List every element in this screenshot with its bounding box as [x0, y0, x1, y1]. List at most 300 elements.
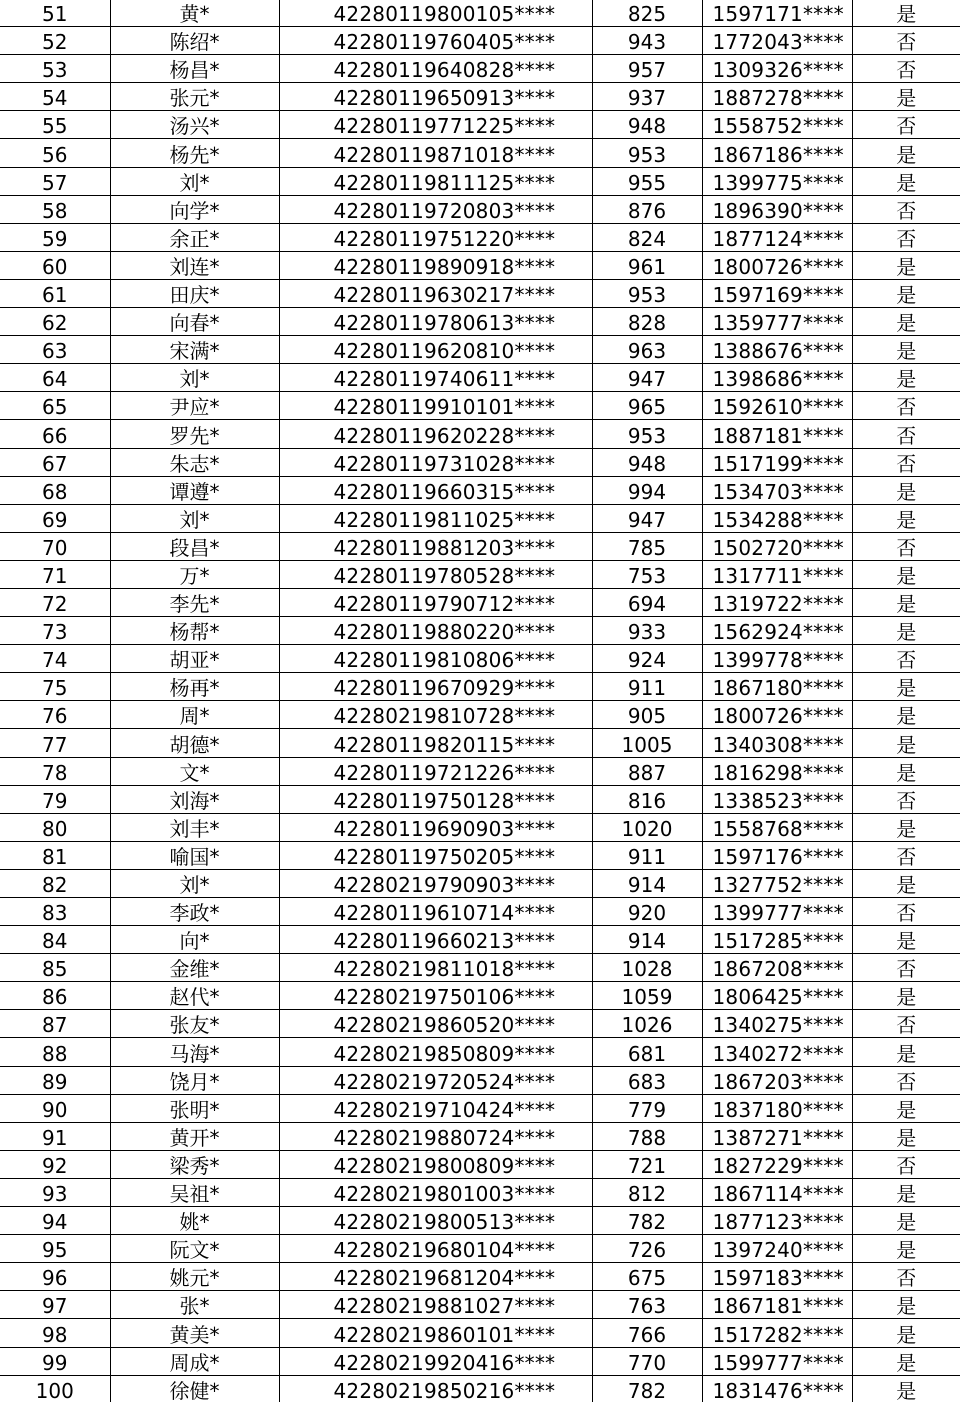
row-number-cell: 87 [0, 1010, 110, 1038]
table-row [0, 982, 960, 1010]
phone-cell: 1597183**** [702, 1263, 852, 1291]
row-number-cell: 60 [0, 251, 110, 279]
name-cell: 田庆* [110, 279, 279, 307]
table-row [0, 1347, 960, 1375]
table-row [0, 1263, 960, 1291]
row-number-cell: 62 [0, 308, 110, 336]
row-number-cell: 97 [0, 1291, 110, 1319]
row-number-cell: 71 [0, 560, 110, 588]
name-cell: 姚* [110, 1207, 279, 1235]
name-cell: 黄美* [110, 1319, 279, 1347]
status-cell: 是 [852, 617, 960, 645]
amount-cell: 937 [592, 83, 702, 111]
id-number-cell: 42280119660315**** [279, 476, 592, 504]
id-number-cell: 42280219680104**** [279, 1235, 592, 1263]
id-number-cell: 42280219800809**** [279, 1150, 592, 1178]
amount-cell: 1059 [592, 982, 702, 1010]
name-cell: 汤兴* [110, 111, 279, 139]
row-number-cell: 61 [0, 279, 110, 307]
row-number-cell: 54 [0, 83, 110, 111]
name-cell: 胡德* [110, 729, 279, 757]
id-number-cell: 42280119910101**** [279, 392, 592, 420]
amount-cell: 953 [592, 420, 702, 448]
row-number-cell: 69 [0, 504, 110, 532]
id-number-cell: 42280119810806**** [279, 645, 592, 673]
row-number-cell: 74 [0, 645, 110, 673]
status-cell: 否 [852, 1010, 960, 1038]
row-number-cell: 52 [0, 27, 110, 55]
table-row [0, 645, 960, 673]
status-cell: 是 [852, 757, 960, 785]
table-row [0, 560, 960, 588]
amount-cell: 911 [592, 673, 702, 701]
amount-cell: 766 [592, 1319, 702, 1347]
phone-cell: 1896390**** [702, 195, 852, 223]
status-cell: 否 [852, 1066, 960, 1094]
name-cell: 刘连* [110, 251, 279, 279]
amount-cell: 1026 [592, 1010, 702, 1038]
name-cell: 张* [110, 1291, 279, 1319]
id-number-cell: 42280119731028**** [279, 448, 592, 476]
table-row [0, 617, 960, 645]
row-number-cell: 53 [0, 55, 110, 83]
amount-cell: 782 [592, 1207, 702, 1235]
status-cell: 是 [852, 279, 960, 307]
id-number-cell: 42280119790712**** [279, 588, 592, 616]
table-row [0, 1150, 960, 1178]
phone-cell: 1558768**** [702, 813, 852, 841]
amount-cell: 914 [592, 869, 702, 897]
status-cell: 否 [852, 785, 960, 813]
row-number-cell: 100 [0, 1375, 110, 1402]
name-cell: 周* [110, 701, 279, 729]
status-cell: 是 [852, 167, 960, 195]
name-cell: 李政* [110, 898, 279, 926]
phone-cell: 1399775**** [702, 167, 852, 195]
phone-cell: 1599777**** [702, 1347, 852, 1375]
name-cell: 向* [110, 926, 279, 954]
amount-cell: 953 [592, 279, 702, 307]
id-number-cell: 42280219790903**** [279, 869, 592, 897]
status-cell: 是 [852, 1291, 960, 1319]
table-row [0, 476, 960, 504]
amount-cell: 681 [592, 1038, 702, 1066]
phone-cell: 1597171**** [702, 0, 852, 27]
amount-cell: 911 [592, 841, 702, 869]
table-row [0, 1122, 960, 1150]
status-cell: 是 [852, 83, 960, 111]
name-cell: 杨先* [110, 139, 279, 167]
name-cell: 黄* [110, 0, 279, 27]
table-row [0, 1010, 960, 1038]
table-row [0, 1319, 960, 1347]
id-number-cell: 42280119780613**** [279, 308, 592, 336]
name-cell: 喻国* [110, 841, 279, 869]
name-cell: 李先* [110, 588, 279, 616]
phone-cell: 1867114**** [702, 1178, 852, 1206]
amount-cell: 947 [592, 364, 702, 392]
amount-cell: 1005 [592, 729, 702, 757]
phone-cell: 1867203**** [702, 1066, 852, 1094]
id-number-cell: 42280219720524**** [279, 1066, 592, 1094]
table-row [0, 364, 960, 392]
id-number-cell: 42280119750205**** [279, 841, 592, 869]
name-cell: 罗先* [110, 420, 279, 448]
status-cell: 是 [852, 588, 960, 616]
id-number-cell: 42280119630217**** [279, 279, 592, 307]
table-row [0, 1235, 960, 1263]
name-cell: 刘* [110, 167, 279, 195]
status-cell: 否 [852, 223, 960, 251]
table-row [0, 1207, 960, 1235]
phone-cell: 1800726**** [702, 701, 852, 729]
row-number-cell: 91 [0, 1122, 110, 1150]
row-number-cell: 67 [0, 448, 110, 476]
phone-cell: 1772043**** [702, 27, 852, 55]
name-cell: 宋满* [110, 336, 279, 364]
id-number-cell: 42280119720803**** [279, 195, 592, 223]
table-row [0, 111, 960, 139]
table-row [0, 898, 960, 926]
name-cell: 杨帮* [110, 617, 279, 645]
id-number-cell: 42280219801003**** [279, 1178, 592, 1206]
phone-cell: 1399777**** [702, 898, 852, 926]
phone-cell: 1887278**** [702, 83, 852, 111]
amount-cell: 943 [592, 27, 702, 55]
row-number-cell: 72 [0, 588, 110, 616]
amount-cell: 933 [592, 617, 702, 645]
table-row [0, 1038, 960, 1066]
row-number-cell: 84 [0, 926, 110, 954]
table-row [0, 504, 960, 532]
phone-cell: 1399778**** [702, 645, 852, 673]
status-cell: 否 [852, 1263, 960, 1291]
phone-cell: 1597169**** [702, 279, 852, 307]
status-cell: 否 [852, 841, 960, 869]
name-cell: 刘丰* [110, 813, 279, 841]
name-cell: 杨再* [110, 673, 279, 701]
phone-cell: 1338523**** [702, 785, 852, 813]
phone-cell: 1388676**** [702, 336, 852, 364]
table-row [0, 420, 960, 448]
id-number-cell: 42280219810728**** [279, 701, 592, 729]
id-number-cell: 42280119620228**** [279, 420, 592, 448]
table-row [0, 448, 960, 476]
table-row [0, 336, 960, 364]
table-row [0, 139, 960, 167]
status-cell: 是 [852, 336, 960, 364]
status-cell: 否 [852, 898, 960, 926]
phone-cell: 1309326**** [702, 55, 852, 83]
row-number-cell: 76 [0, 701, 110, 729]
amount-cell: 753 [592, 560, 702, 588]
phone-cell: 1319722**** [702, 588, 852, 616]
amount-cell: 876 [592, 195, 702, 223]
status-cell: 是 [852, 813, 960, 841]
id-number-cell: 42280119740611**** [279, 364, 592, 392]
row-number-cell: 83 [0, 898, 110, 926]
id-number-cell: 42280119811125**** [279, 167, 592, 195]
id-number-cell: 42280219710424**** [279, 1094, 592, 1122]
id-number-cell: 42280219860101**** [279, 1319, 592, 1347]
row-number-cell: 77 [0, 729, 110, 757]
id-number-cell: 42280119690903**** [279, 813, 592, 841]
status-cell: 否 [852, 111, 960, 139]
status-cell: 是 [852, 251, 960, 279]
row-number-cell: 55 [0, 111, 110, 139]
amount-cell: 824 [592, 223, 702, 251]
id-number-cell: 42280219880724**** [279, 1122, 592, 1150]
phone-cell: 1517199**** [702, 448, 852, 476]
status-cell: 是 [852, 364, 960, 392]
row-number-cell: 90 [0, 1094, 110, 1122]
id-number-cell: 42280119640828**** [279, 55, 592, 83]
phone-cell: 1534288**** [702, 504, 852, 532]
name-cell: 刘海* [110, 785, 279, 813]
phone-cell: 1398686**** [702, 364, 852, 392]
status-cell: 是 [852, 869, 960, 897]
status-cell: 否 [852, 1150, 960, 1178]
id-number-cell: 42280119880220**** [279, 617, 592, 645]
phone-cell: 1867208**** [702, 954, 852, 982]
id-number-cell: 42280219681204**** [279, 1263, 592, 1291]
amount-cell: 1020 [592, 813, 702, 841]
id-number-cell: 42280119820115**** [279, 729, 592, 757]
row-number-cell: 70 [0, 532, 110, 560]
status-cell: 是 [852, 476, 960, 504]
row-number-cell: 73 [0, 617, 110, 645]
name-cell: 张友* [110, 1010, 279, 1038]
amount-cell: 955 [592, 167, 702, 195]
amount-cell: 683 [592, 1066, 702, 1094]
row-number-cell: 51 [0, 0, 110, 27]
row-number-cell: 57 [0, 167, 110, 195]
table-row [0, 195, 960, 223]
table-row [0, 588, 960, 616]
table-row [0, 1375, 960, 1402]
name-cell: 胡亚* [110, 645, 279, 673]
id-number-cell: 42280119620810**** [279, 336, 592, 364]
phone-cell: 1558752**** [702, 111, 852, 139]
phone-cell: 1867181**** [702, 1291, 852, 1319]
status-cell: 是 [852, 308, 960, 336]
amount-cell: 948 [592, 448, 702, 476]
id-number-cell: 42280119871018**** [279, 139, 592, 167]
status-cell: 是 [852, 1178, 960, 1206]
name-cell: 向学* [110, 195, 279, 223]
row-number-cell: 65 [0, 392, 110, 420]
amount-cell: 961 [592, 251, 702, 279]
table-row [0, 813, 960, 841]
id-number-cell: 42280119771225**** [279, 111, 592, 139]
row-number-cell: 59 [0, 223, 110, 251]
id-number-cell: 42280219850216**** [279, 1375, 592, 1402]
status-cell: 是 [852, 1207, 960, 1235]
name-cell: 刘* [110, 364, 279, 392]
status-cell: 是 [852, 729, 960, 757]
name-cell: 谭遵* [110, 476, 279, 504]
table-row [0, 701, 960, 729]
status-cell: 否 [852, 420, 960, 448]
name-cell: 姚元* [110, 1263, 279, 1291]
name-cell: 文* [110, 757, 279, 785]
status-cell: 是 [852, 701, 960, 729]
row-number-cell: 85 [0, 954, 110, 982]
phone-cell: 1592610**** [702, 392, 852, 420]
row-number-cell: 66 [0, 420, 110, 448]
amount-cell: 1028 [592, 954, 702, 982]
status-cell: 是 [852, 982, 960, 1010]
row-number-cell: 93 [0, 1178, 110, 1206]
phone-cell: 1340308**** [702, 729, 852, 757]
status-cell: 否 [852, 645, 960, 673]
row-number-cell: 98 [0, 1319, 110, 1347]
amount-cell: 828 [592, 308, 702, 336]
table-row [0, 279, 960, 307]
table-row [0, 1178, 960, 1206]
table-row [0, 926, 960, 954]
status-cell: 否 [852, 448, 960, 476]
row-number-cell: 82 [0, 869, 110, 897]
row-number-cell: 56 [0, 139, 110, 167]
amount-cell: 963 [592, 336, 702, 364]
row-number-cell: 78 [0, 757, 110, 785]
phone-cell: 1517285**** [702, 926, 852, 954]
row-number-cell: 63 [0, 336, 110, 364]
table-row [0, 55, 960, 83]
status-cell: 否 [852, 195, 960, 223]
status-cell: 是 [852, 926, 960, 954]
id-number-cell: 42280119800105**** [279, 0, 592, 27]
phone-cell: 1317711**** [702, 560, 852, 588]
status-cell: 否 [852, 55, 960, 83]
id-number-cell: 42280219811018**** [279, 954, 592, 982]
phone-cell: 1340275**** [702, 1010, 852, 1038]
id-number-cell: 42280219750106**** [279, 982, 592, 1010]
table-row [0, 954, 960, 982]
row-number-cell: 68 [0, 476, 110, 504]
row-number-cell: 95 [0, 1235, 110, 1263]
name-cell: 陈绍* [110, 27, 279, 55]
name-cell: 张元* [110, 83, 279, 111]
name-cell: 徐健* [110, 1375, 279, 1402]
row-number-cell: 58 [0, 195, 110, 223]
amount-cell: 726 [592, 1235, 702, 1263]
amount-cell: 914 [592, 926, 702, 954]
table-row [0, 532, 960, 560]
amount-cell: 788 [592, 1122, 702, 1150]
row-number-cell: 99 [0, 1347, 110, 1375]
amount-cell: 812 [592, 1178, 702, 1206]
name-cell: 马海* [110, 1038, 279, 1066]
phone-cell: 1397240**** [702, 1235, 852, 1263]
table-row [0, 27, 960, 55]
row-number-cell: 81 [0, 841, 110, 869]
status-cell: 否 [852, 27, 960, 55]
id-number-cell: 42280119670929**** [279, 673, 592, 701]
amount-cell: 721 [592, 1150, 702, 1178]
table-row [0, 0, 960, 27]
amount-cell: 920 [592, 898, 702, 926]
name-cell: 段昌* [110, 532, 279, 560]
table-row [0, 841, 960, 869]
phone-cell: 1867186**** [702, 139, 852, 167]
status-cell: 否 [852, 954, 960, 982]
id-number-cell: 42280219860520**** [279, 1010, 592, 1038]
phone-cell: 1597176**** [702, 841, 852, 869]
phone-cell: 1827229**** [702, 1150, 852, 1178]
table-row [0, 392, 960, 420]
table-row [0, 1291, 960, 1319]
table-row [0, 1094, 960, 1122]
status-cell: 是 [852, 1319, 960, 1347]
amount-cell: 924 [592, 645, 702, 673]
amount-cell: 994 [592, 476, 702, 504]
id-number-cell: 42280119751220**** [279, 223, 592, 251]
amount-cell: 763 [592, 1291, 702, 1319]
name-cell: 杨昌* [110, 55, 279, 83]
amount-cell: 675 [592, 1263, 702, 1291]
name-cell: 吴祖* [110, 1178, 279, 1206]
name-cell: 梁秀* [110, 1150, 279, 1178]
status-cell: 是 [852, 560, 960, 588]
amount-cell: 887 [592, 757, 702, 785]
phone-cell: 1800726**** [702, 251, 852, 279]
name-cell: 阮文* [110, 1235, 279, 1263]
name-cell: 金维* [110, 954, 279, 982]
amount-cell: 816 [592, 785, 702, 813]
amount-cell: 947 [592, 504, 702, 532]
status-cell: 是 [852, 673, 960, 701]
status-cell: 是 [852, 1038, 960, 1066]
phone-cell: 1837180**** [702, 1094, 852, 1122]
row-number-cell: 88 [0, 1038, 110, 1066]
phone-cell: 1877124**** [702, 223, 852, 251]
phone-cell: 1562924**** [702, 617, 852, 645]
status-cell: 是 [852, 0, 960, 27]
row-number-cell: 86 [0, 982, 110, 1010]
table-row [0, 869, 960, 897]
phone-cell: 1387271**** [702, 1122, 852, 1150]
table-row [0, 1066, 960, 1094]
status-cell: 是 [852, 1347, 960, 1375]
row-number-cell: 79 [0, 785, 110, 813]
row-number-cell: 75 [0, 673, 110, 701]
table-row [0, 251, 960, 279]
name-cell: 向春* [110, 308, 279, 336]
id-number-cell: 42280119750128**** [279, 785, 592, 813]
phone-cell: 1327752**** [702, 869, 852, 897]
status-cell: 否 [852, 392, 960, 420]
row-number-cell: 80 [0, 813, 110, 841]
id-number-cell: 42280219920416**** [279, 1347, 592, 1375]
id-number-cell: 42280119610714**** [279, 898, 592, 926]
amount-cell: 779 [592, 1094, 702, 1122]
table-row [0, 83, 960, 111]
phone-cell: 1806425**** [702, 982, 852, 1010]
id-number-cell: 42280119650913**** [279, 83, 592, 111]
amount-cell: 694 [592, 588, 702, 616]
phone-cell: 1517282**** [702, 1319, 852, 1347]
name-cell: 赵代* [110, 982, 279, 1010]
name-cell: 万* [110, 560, 279, 588]
row-number-cell: 89 [0, 1066, 110, 1094]
table-row [0, 673, 960, 701]
status-cell: 是 [852, 1094, 960, 1122]
amount-cell: 965 [592, 392, 702, 420]
id-number-cell: 42280119890918**** [279, 251, 592, 279]
status-cell: 是 [852, 504, 960, 532]
